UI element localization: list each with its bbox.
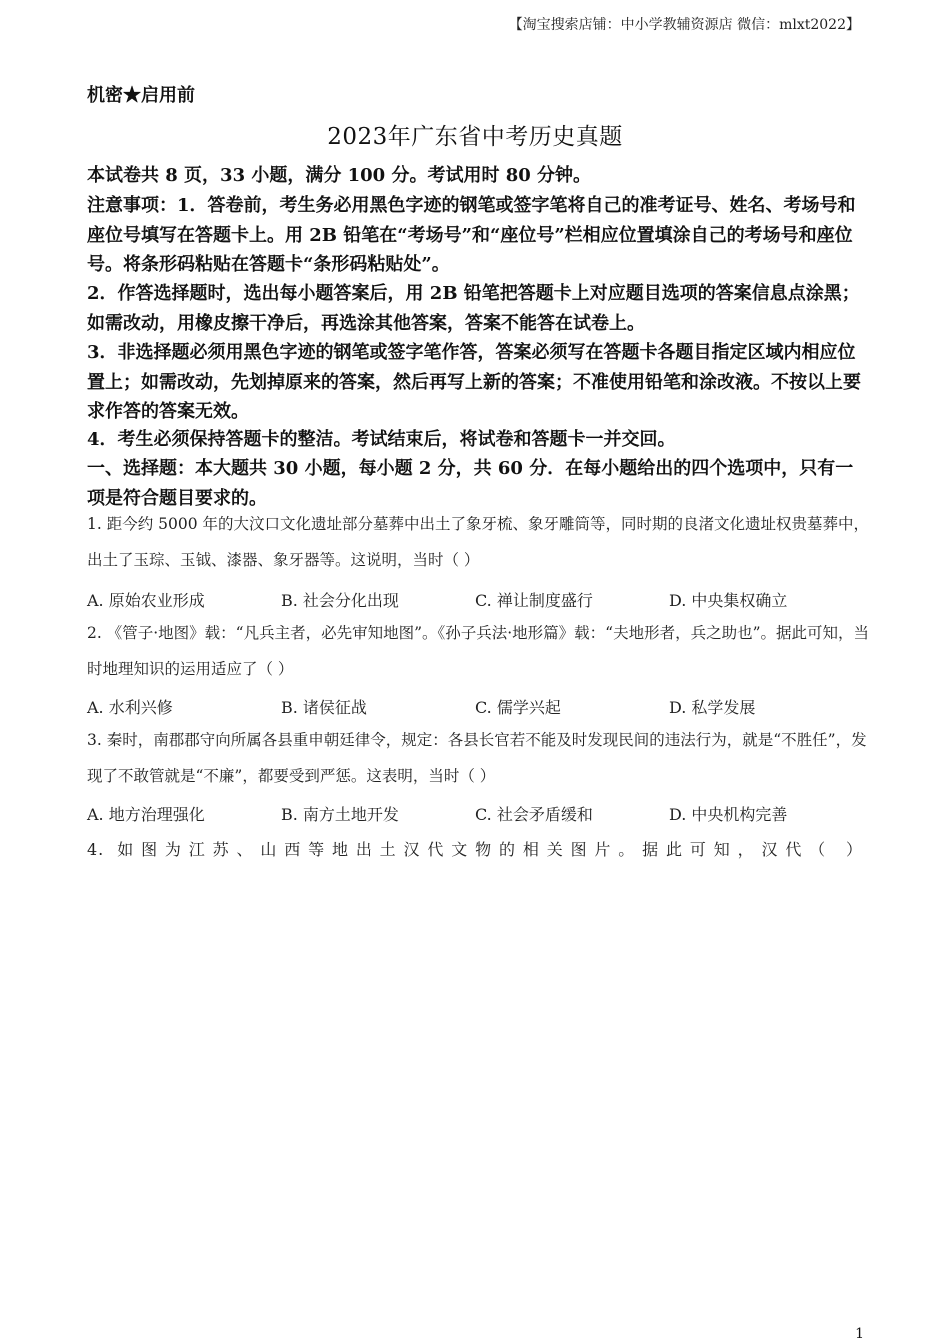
option-d: D. 私学发展: [669, 698, 756, 717]
option-b: B. 南方土地开发: [281, 805, 399, 824]
question-4-stem: 4. 如图为江苏、山西等地出土汉代文物的相关图片。据此可知，汉代（ ）: [87, 840, 863, 859]
question-1-options: [87, 588, 867, 611]
question-2-options: [87, 695, 867, 718]
option-b: B. 社会分化出现: [281, 591, 399, 610]
question-2-stem: 2. 《管子·地图》载：“凡兵主者，必先审知地图”。《孙子兵法·地形篇》载：“夫地形者，兵之助也”。据此可知，当时地理知识的运用适应了（ ）: [87, 624, 870, 678]
option-b: B. 诸侯征战: [281, 698, 367, 717]
page-number: 1: [855, 1326, 864, 1342]
notice-item-2: 2．作答选择题时，选出每小题答案后，用 2B 铅笔把答题卡上对应题目选项的答案信息点涂黑；如需改动，用橡皮擦干净后，再选涂其他答案，答案不能答在试卷上。: [87, 283, 860, 334]
section-heading: 一、选择题：本大题共 30 小题，每小题 2 分，共 60 分．在每小题给出的四个选项中，只有一项是符合题目要求的。: [87, 458, 854, 509]
option-a: A. 水利兴修: [87, 698, 173, 717]
option-d: D. 中央机构完善: [669, 805, 788, 824]
confidential-label: 机密★启用前: [87, 85, 195, 106]
option-a: A. 原始农业形成: [87, 591, 205, 610]
exam-intro: 本试卷共 8 页，33 小题，满分 100 分。考试用时 80 分钟。: [87, 165, 592, 186]
question-3-options: [87, 802, 867, 825]
header-note: 【淘宝搜索店铺：中小学教辅资源店 微信：mlxt2022】: [508, 17, 860, 33]
notice-item-4: 4．考生必须保持答题卡的整洁。考试结束后，将试卷和答题卡一并交回。: [87, 429, 676, 450]
page-title: 2023年广东省中考历史真题: [327, 124, 623, 150]
question-3-stem: 3. 秦时，南郡郡守向所属各县重申朝廷律令，规定：各县长官若不能及时发现民间的违法行为，就是“不胜任”，发现了不敢管就是“不廉”，都要受到严惩。这表明，当时（ ）: [87, 731, 867, 785]
option-d: D. 中央集权确立: [669, 591, 788, 610]
notice-item-1: 注意事项：1．答卷前，考生务必用黑色字迹的钢笔或签字笔将自己的准考证号、姓名、考场号和座位号填写在答题卡上。用 2B 铅笔在“考场号”和“座位号”栏相应位置填涂自己的考场号和座位号。将条形码粘贴在答题卡“条形码粘贴处”。: [87, 195, 856, 275]
notice-item-3: 3．非选择题必须用黑色字迹的钢笔或签字笔作答，答案必须写在答题卡各题目指定区域内相应位置上；如需改动，先划掉原来的答案，然后再写上新的答案；不准使用铅笔和涂改液。不按以上要求作答的答案无效。: [87, 342, 861, 422]
option-c: C. 社会矛盾缓和: [475, 805, 593, 824]
option-a: A. 地方治理强化: [87, 805, 205, 824]
option-c: C. 儒学兴起: [475, 698, 561, 717]
option-c: C. 禅让制度盛行: [475, 591, 593, 610]
question-1-stem: 1. 距今约 5000 年的大汶口文化遗址部分墓葬中出土了象牙梳、象牙雕筒等，同时期的良渚文化遗址权贵墓葬中，出土了玉琮、玉钺、漆器、象牙器等。这说明，当时（ ）: [87, 515, 870, 569]
